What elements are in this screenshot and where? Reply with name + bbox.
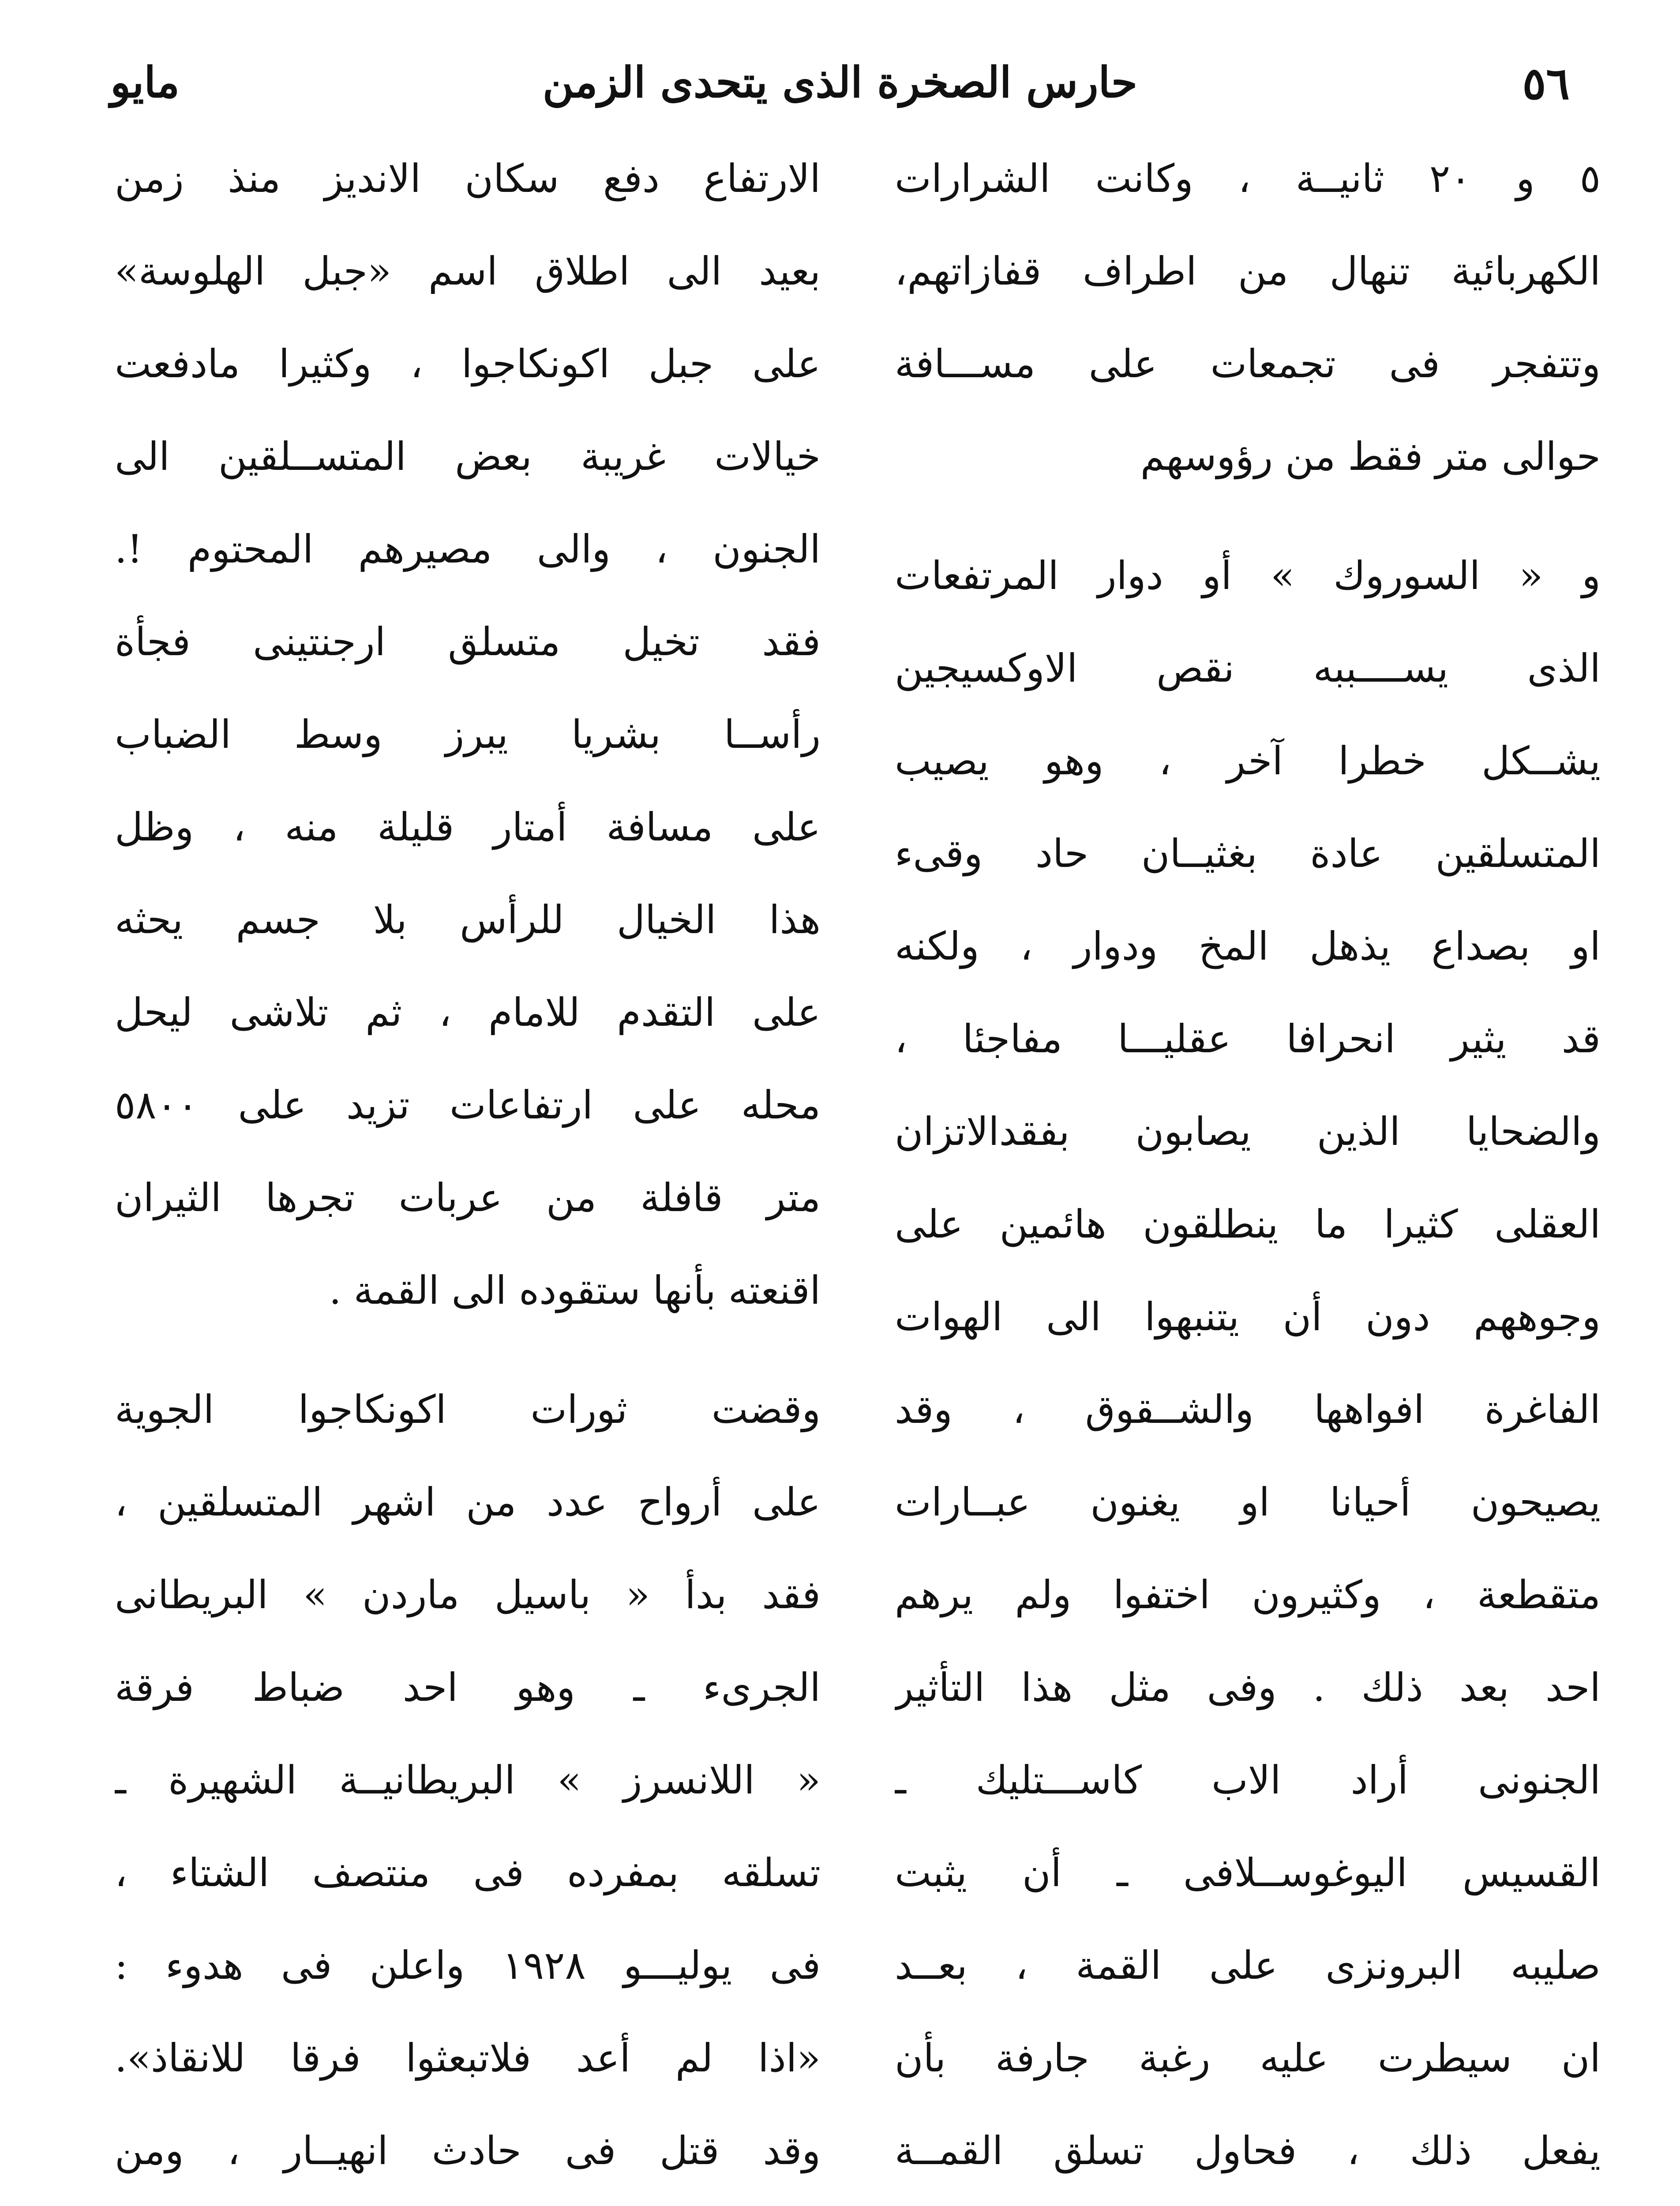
text-line: و « السوروك » أو دوار المرتفعات — [895, 553, 1601, 598]
page-header — [110, 49, 1570, 115]
text-line: وقضت ثورات اكونكاجوا الجوية — [115, 1387, 821, 1432]
text-line: قد يثير انحرافا عقليـــا مفاجئا ، — [895, 1016, 1601, 1062]
text-line: يصيحون أحيانا او يغنون عبــارات — [895, 1479, 1601, 1525]
left-column — [115, 132, 821, 2206]
text-line: هذا الخيال للرأس بلا جسم يحثه — [115, 897, 821, 942]
text-line — [895, 2197, 1601, 2206]
text-line: يفعل ذلك ، فحاول تسلق القمــة — [895, 2128, 1601, 2173]
text-line — [115, 2197, 821, 2206]
text-line: الجنون ، والى مصيرهم المحتوم !. — [115, 526, 821, 572]
text-line: صليبه البرونزى على القمة ، بعــد — [895, 1943, 1601, 1988]
text-line: على مسافة أمتار قليلة منه ، وظل — [115, 804, 821, 850]
text-line: وتتفجر فى تجمعات على مســـافة — [895, 341, 1601, 386]
text-line: العقلى كثيرا ما ينطلقون هائمين على — [895, 1201, 1601, 1247]
text-line: اقنعته بأنها ستقوده الى القمة . — [329, 1268, 821, 1313]
text-line: وجوههم دون أن يتنبهوا الى الهوات — [895, 1294, 1601, 1339]
text-line: او بصداع يذهل المخ ودوار ، ولكنه — [895, 923, 1601, 969]
text-line: « اللانسرز » البريطانيــة الشهيرة ـ — [115, 1757, 821, 1803]
text-line: الذى يســــببه نقص الاوكسيجين — [895, 645, 1601, 691]
text-line: ان سيطرت عليه رغبة جارفة بأن — [895, 2035, 1601, 2081]
paragraph — [115, 1363, 821, 2206]
text-line: محله على ارتفاعات تزيد على ٥٨٠٠ — [115, 1082, 821, 1128]
text-line: يشــكل خطرا آخر ، وهو يصيب — [895, 738, 1601, 784]
right-column — [895, 132, 1601, 2206]
paragraph — [895, 529, 1601, 2206]
text-line: الفاغرة افواهها والشــقوق ، وقد — [895, 1387, 1601, 1432]
text-line: احد بعد ذلك . وفى مثل هذا التأثير — [895, 1665, 1601, 1710]
text-line: متر قافلة من عربات تجرها الثيران — [115, 1175, 821, 1220]
text-line: فقد تخيل متسلق ارجنتينى فجأة — [115, 619, 821, 664]
text-line: على التقدم للامام ، ثم تلاشى ليحل — [115, 990, 821, 1035]
running-title: حارس الصخرة الذى يتحدى الزمن — [542, 57, 1138, 107]
text-line: الكهربائية تنهال من اطراف قفازاتهم، — [895, 248, 1601, 294]
page-number: ٥٦ — [1522, 57, 1570, 109]
text-line: ٥ و ٢٠ ثانيــة ، وكانت الشرارات — [895, 156, 1601, 201]
month-label: مايو — [110, 57, 180, 107]
text-line: الجرىء ـ وهو احد ضباط فرقة — [115, 1665, 821, 1710]
paragraph — [895, 132, 1601, 503]
text-line: المتسلقين عادة بغثيــان حاد وقىء — [895, 831, 1601, 876]
paragraph — [115, 132, 821, 1337]
text-line: على أرواح عدد من اشهر المتسلقين ، — [115, 1479, 821, 1525]
text-line: فقد بدأ « باسيل ماردن » البريطانى — [115, 1572, 821, 1617]
text-line: الجنونى أراد الاب كاســـتليك ـ — [895, 1757, 1601, 1803]
text-line: الارتفاع دفع سكان الانديز منذ زمن — [115, 156, 821, 201]
text-line: تسلقه بمفرده فى منتصف الشتاء ، — [115, 1850, 821, 1895]
text-line: «اذا لم أعد فلاتبعثوا فرقا للانقاذ». — [115, 2035, 821, 2081]
text-line: بعيد الى اطلاق اسم «جبل الهلوسة» — [115, 248, 821, 294]
text-line: القسيس اليوغوســلافى ـ أن يثبت — [895, 1850, 1601, 1895]
text-line: حوالى متر فقط من رؤوسهم — [1140, 434, 1601, 479]
text-line: خيالات غريبة بعض المتســلقين الى — [115, 434, 821, 479]
text-line: والضحايا الذين يصابون بفقدالاتزان — [895, 1109, 1601, 1154]
text-line: رأســا بشريا يبرز وسط الضباب — [115, 712, 821, 757]
text-line: فى يوليـــو ١٩٢٨ واعلن فى هدوء : — [115, 1943, 821, 1988]
text-line: متقطعة ، وكثيرون اختفوا ولم يرهم — [895, 1572, 1601, 1617]
text-line: وقد قتل فى حادث انهيــار ، ومن — [115, 2128, 821, 2173]
text-line: على جبل اكونكاجوا ، وكثيرا مادفعت — [115, 341, 821, 386]
